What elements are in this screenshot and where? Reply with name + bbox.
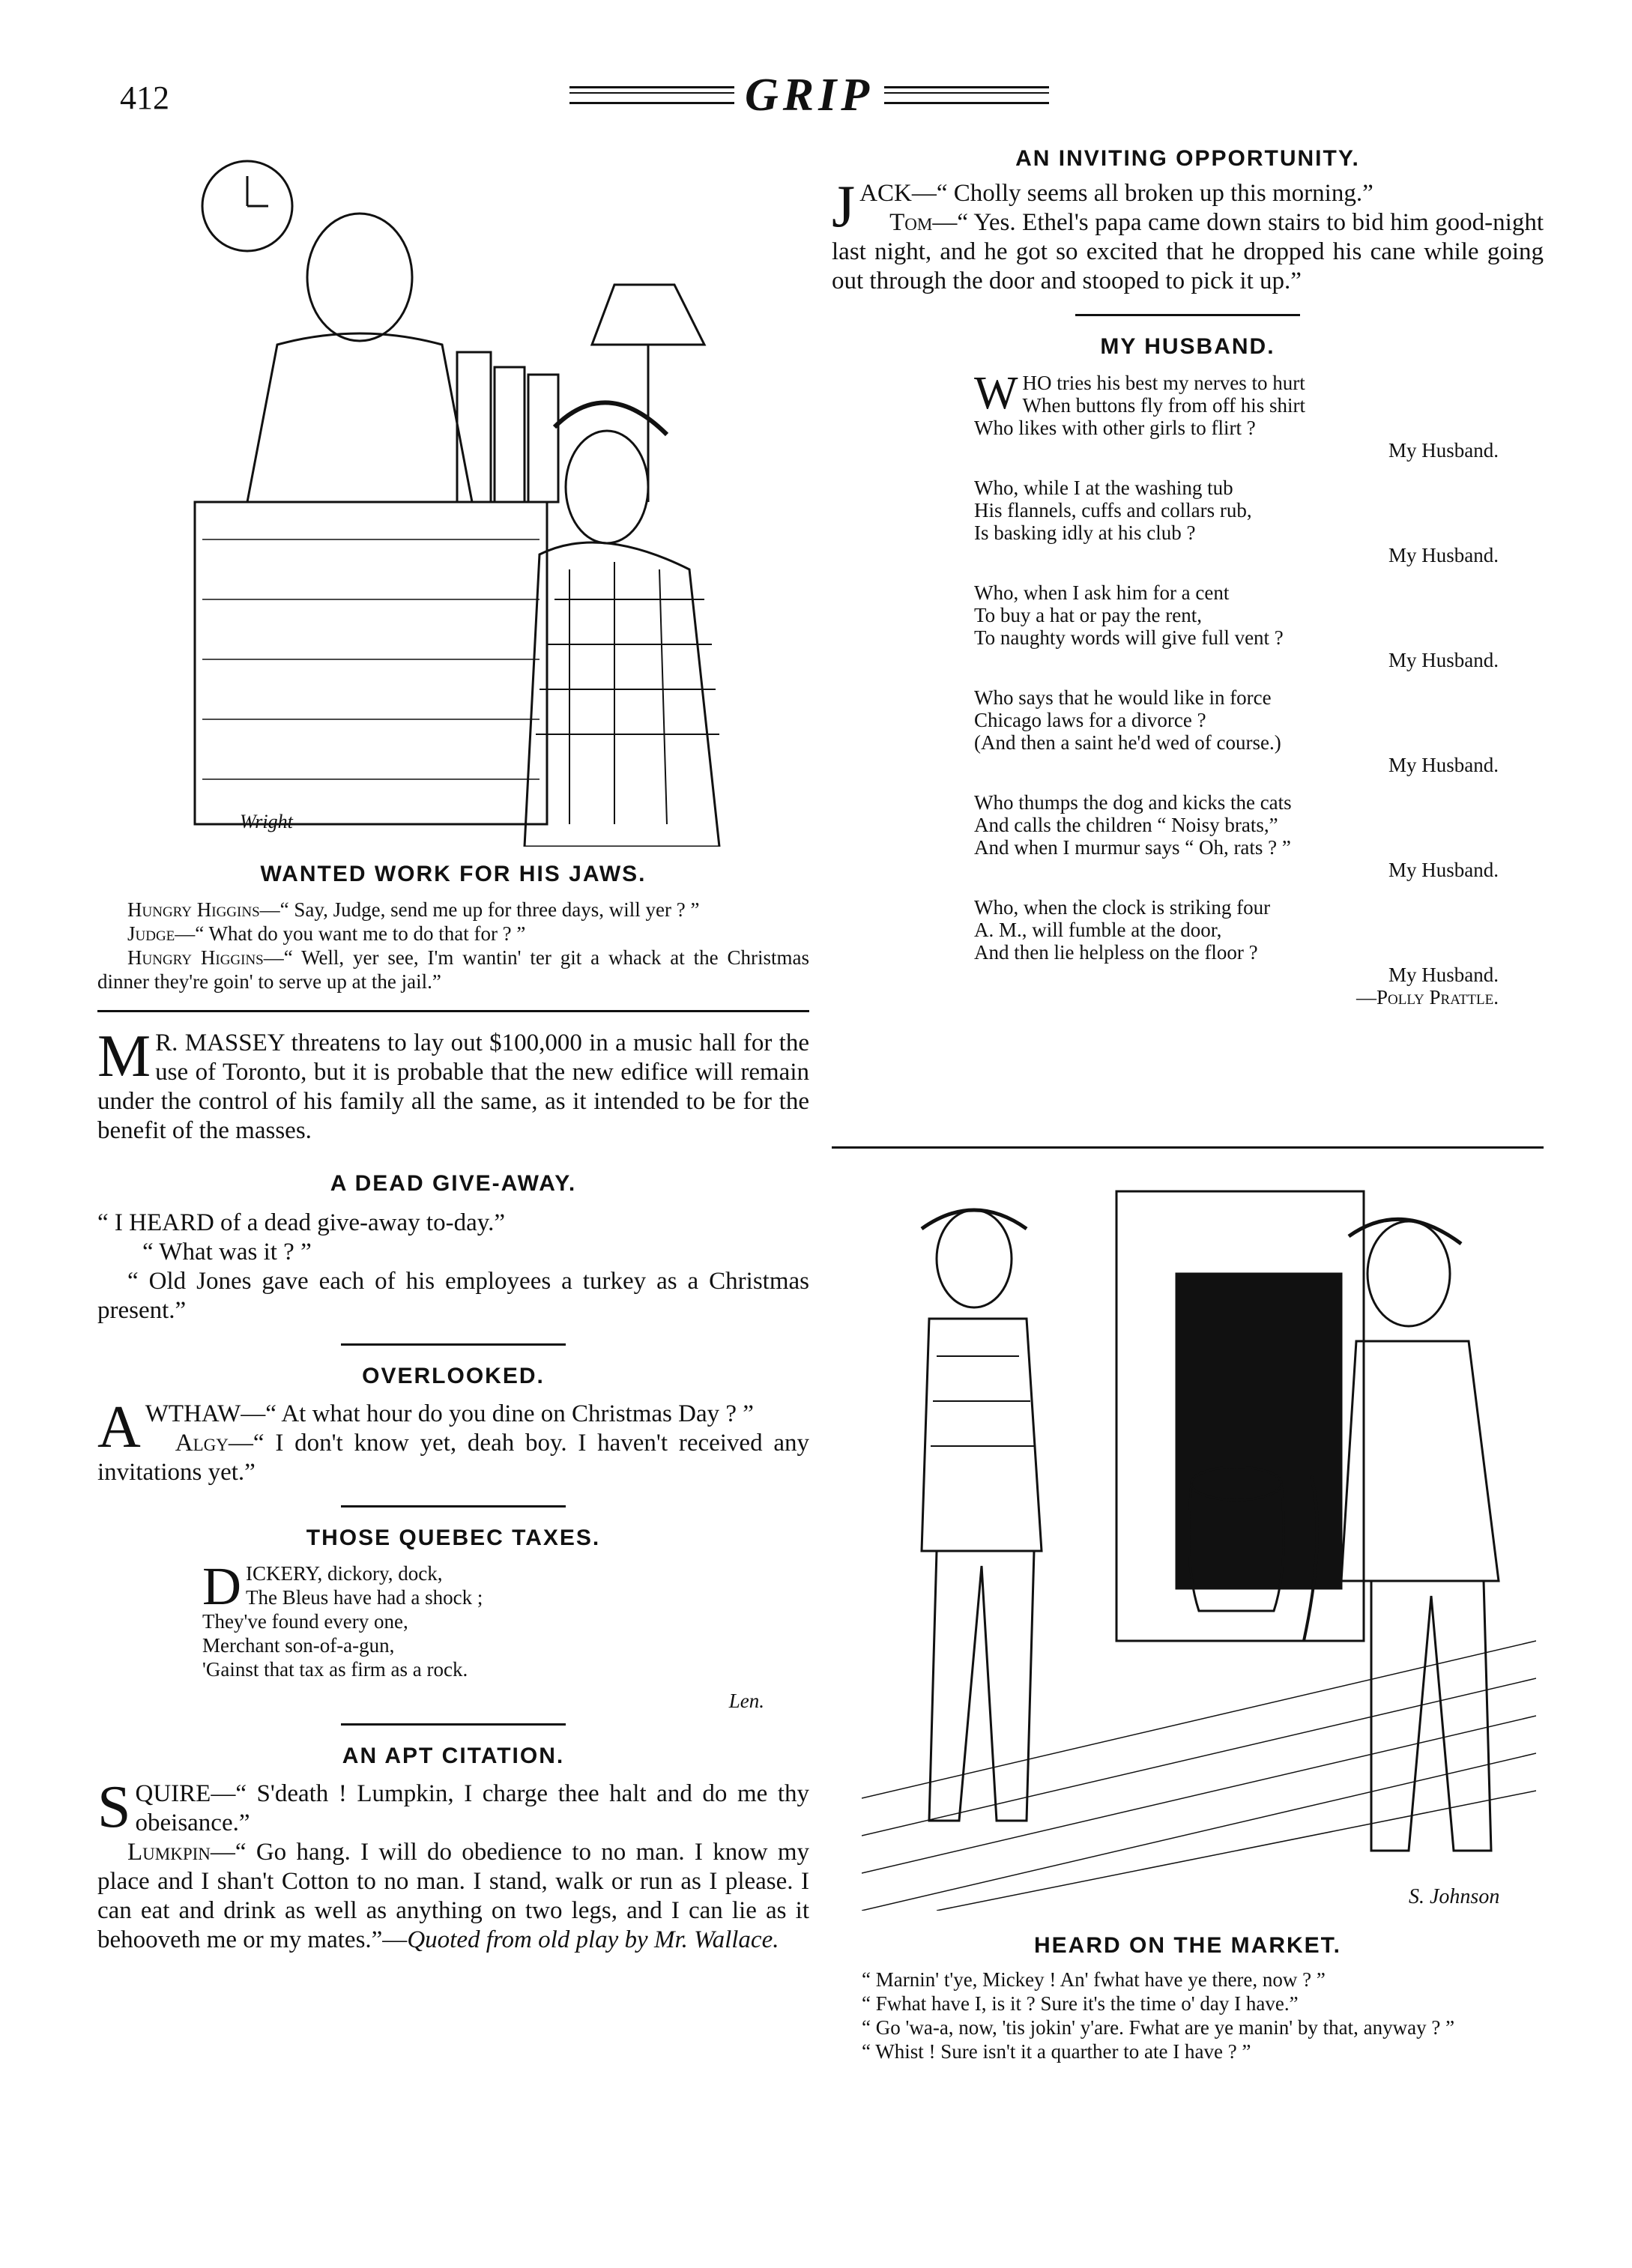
poem-line: The Bleus have had a shock ; bbox=[246, 1586, 483, 1609]
stanza bbox=[974, 686, 1544, 776]
refrain: My Husband. bbox=[1388, 649, 1499, 671]
divider bbox=[341, 1723, 566, 1726]
quebec-signature: Len. bbox=[728, 1690, 764, 1712]
poem-line: WHO tries his best my nerves to hurt bbox=[974, 368, 1305, 419]
poem-line: To naughty words will give full vent ? bbox=[974, 626, 1284, 649]
masthead bbox=[569, 69, 1049, 121]
apt-citation-heading: AN APT CITATION. bbox=[342, 1744, 565, 1768]
poem-line: Who thumps the dog and kicks the cats bbox=[974, 791, 1292, 814]
husband-author: —Polly Prattle. bbox=[1356, 986, 1499, 1008]
poem-line: His flannels, cuffs and collars rub, bbox=[974, 499, 1252, 521]
poem-line: And then lie helpless on the floor ? bbox=[974, 941, 1258, 964]
wanted-line-3: Hungry Higgins—“ Well, yer see, I'm wantin' ter git a whack at the Christmas dinner they're goin' to serve up at the jail.” bbox=[97, 946, 809, 993]
market-line: “ Whist ! Sure isn't it a quarther to ate I have ? ” bbox=[862, 2040, 1251, 2063]
divider bbox=[1075, 314, 1300, 316]
stanza bbox=[974, 477, 1544, 566]
poem-line: DICKERY, dickory, dock, bbox=[202, 1556, 443, 1616]
dead-give-away-line-2: “ What was it ? ” bbox=[142, 1239, 312, 1265]
wanted-heading: WANTED WORK FOR HIS JAWS. bbox=[260, 862, 647, 886]
refrain: My Husband. bbox=[1388, 754, 1499, 776]
poem-line: 'Gainst that tax as firm as a rock. bbox=[202, 1658, 468, 1681]
market-line: “ Fwhat have I, is it ? Sure it's the time o' day I have.” bbox=[862, 1992, 1299, 2015]
wanted-line-1: Hungry Higgins—“ Say, Judge, send me up for three days, will yer ? ” bbox=[127, 898, 700, 921]
market-dialogue bbox=[832, 1968, 1544, 2063]
apt-citation-line-1: SQUIRE—“ S'death ! Lumpkin, I charge thee halt and do me thy obeisance.” bbox=[97, 1774, 809, 1840]
massey-paragraph: M R. MASSEY threatens to lay out $100,000 in a music hall for the use of Toronto, but it is probable that the new edifice will remain under the control of his family all the same, as it intended to be for the benefit of the masses. bbox=[97, 1023, 809, 1144]
poem-line: When buttons fly from off his shirt bbox=[1022, 394, 1305, 417]
cartoon-judge-and-tramp bbox=[150, 150, 794, 847]
masthead-rule-left bbox=[569, 86, 734, 104]
refrain: My Husband. bbox=[1388, 964, 1499, 986]
masthead-title: GRIP bbox=[744, 69, 874, 121]
overlooked-line-2: Algy—“ I don't know yet, deah boy. I haven't received any invitations yet.” bbox=[97, 1430, 809, 1486]
apt-citation-line-2: Lumkpin—“ Go hang. I will do obedience to no man. I know my place and I shan't Cotton to no man. I stand, walk or run as I please. I can eat and drink as well as anything on two legs, and I can lie as it behooveth me or my mates.”—Quoted from old play by Mr. Wallace. bbox=[97, 1839, 809, 1953]
market-heading: HEARD ON THE MARKET. bbox=[1033, 1933, 1341, 1958]
masthead-rule-right bbox=[884, 86, 1049, 104]
inviting-line-1: JACK—“ Cholly seems all broken up this morning.” bbox=[832, 174, 1373, 240]
poem-line: (And then a saint he'd wed of course.) bbox=[974, 731, 1281, 754]
refrain: My Husband. bbox=[1388, 859, 1499, 881]
cartoon-market-men bbox=[862, 1161, 1536, 1911]
inviting-heading: AN INVITING OPPORTUNITY. bbox=[1015, 146, 1360, 171]
market-line: “ Marnin' t'ye, Mickey ! An' fwhat have ye there, now ? ” bbox=[862, 1968, 1326, 1991]
cartoon2-signature: S. Johnson bbox=[1409, 1885, 1500, 1908]
overlooked-heading: OVERLOOKED. bbox=[362, 1364, 545, 1388]
poem-line: And when I murmur says “ Oh, rats ? ” bbox=[974, 836, 1291, 859]
poem-line: Chicago laws for a divorce ? bbox=[974, 709, 1206, 731]
husband-poem bbox=[974, 368, 1544, 1008]
divider bbox=[832, 1146, 1544, 1149]
dead-give-away-line-3: “ Old Jones gave each of his employees a turkey as a Christmas present.” bbox=[97, 1268, 809, 1324]
stanza bbox=[974, 896, 1544, 1008]
quebec-heading: THOSE QUEBEC TAXES. bbox=[306, 1525, 601, 1550]
husband-heading: MY HUSBAND. bbox=[1100, 334, 1275, 359]
poem-line: Who, when I ask him for a cent bbox=[974, 581, 1230, 604]
stanza bbox=[974, 581, 1544, 671]
refrain: My Husband. bbox=[1388, 439, 1499, 462]
dead-give-away-heading: A DEAD GIVE-AWAY. bbox=[330, 1171, 577, 1196]
poem-line: Who, when the clock is striking four bbox=[974, 896, 1271, 919]
poem-line: Is basking idly at his club ? bbox=[974, 521, 1196, 544]
page-number: 412 bbox=[120, 79, 169, 116]
inviting-line-2: Tom—“ Yes. Ethel's papa came down stairs to bid him good-night last night, and he got so excited that he dropped his cane while going out through the door and stooped to pick it up.” bbox=[832, 209, 1544, 294]
divider bbox=[341, 1505, 566, 1508]
poem-line: They've found every one, bbox=[202, 1610, 408, 1633]
divider bbox=[97, 1010, 809, 1012]
stanza bbox=[974, 791, 1544, 881]
poem-line: Who likes with other girls to flirt ? bbox=[974, 417, 1256, 439]
wanted-line-2: Judge—“ What do you want me to do that for ? ” bbox=[127, 922, 526, 945]
poem-line: And calls the children “ Noisy brats,” bbox=[974, 814, 1278, 836]
poem-line: A. M., will fumble at the door, bbox=[974, 919, 1222, 941]
cartoon1-signature: Wright bbox=[240, 811, 293, 832]
market-line: “ Go 'wa-a, now, 'tis jokin' y'are. Fwhat are ye manin' by that, anyway ? ” bbox=[862, 2016, 1455, 2039]
overlooked-line-1: AWTHAW—“ At what hour do you dine on Christmas Day ? ” bbox=[97, 1394, 754, 1460]
poem-line: To buy a hat or pay the rent, bbox=[974, 604, 1203, 626]
dead-give-away-line-1: “ I HEARD of a dead give-away to-day.” bbox=[97, 1209, 505, 1236]
poem-line: Merchant son-of-a-gun, bbox=[202, 1634, 395, 1657]
stanza bbox=[974, 368, 1544, 462]
poem-line: Who says that he would like in force bbox=[974, 686, 1272, 709]
dropcap: W bbox=[974, 368, 1018, 419]
poem-line: Who, while I at the washing tub bbox=[974, 477, 1233, 499]
refrain: My Husband. bbox=[1388, 544, 1499, 566]
quebec-poem bbox=[202, 1556, 809, 1681]
divider bbox=[341, 1343, 566, 1346]
